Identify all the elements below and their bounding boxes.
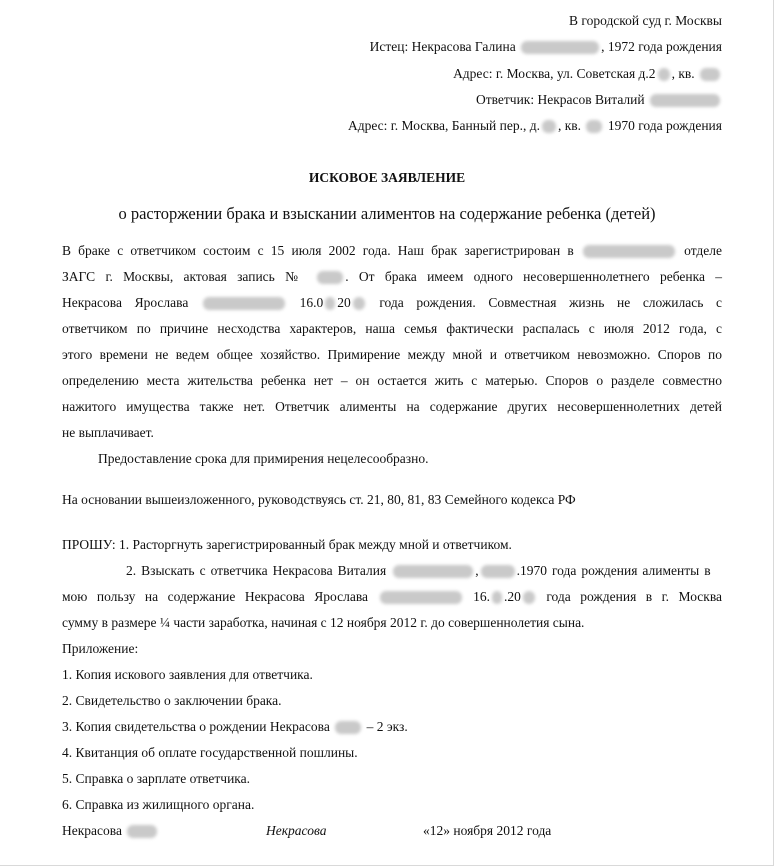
body-line: ответчиком по причине несходства характеров, наша семья фактически распалась с июля 2012 года, с bbox=[62, 321, 722, 336]
attachment-item bbox=[62, 719, 408, 735]
redacted-block bbox=[700, 68, 720, 81]
body-text: мою пользу на содержание Некрасова Ярослава bbox=[62, 589, 369, 604]
plaintiff-birth: , 1972 года рождения bbox=[601, 39, 722, 54]
defendant-name: Ответчик: Некрасов Виталий bbox=[475, 92, 645, 107]
redacted-block bbox=[335, 721, 361, 734]
defendant-address: Адрес: г. Москва, Банный пер., д. bbox=[347, 118, 540, 133]
redacted-block bbox=[542, 120, 556, 133]
attachment-text: – 2 экз. bbox=[366, 719, 408, 734]
attachment-item: 2. Свидетельство о заключении брака. bbox=[62, 693, 282, 708]
attachment-item: 5. Справка о зарплате ответчика. bbox=[62, 771, 251, 786]
defendant-address-apt: , кв. bbox=[558, 118, 582, 133]
body-line bbox=[62, 269, 722, 285]
body-text: 20 bbox=[337, 295, 351, 310]
body-text: 2. Взыскать с ответчика Некрасова Виталия bbox=[126, 563, 387, 578]
redacted-block bbox=[521, 41, 599, 54]
defendant-line bbox=[476, 92, 722, 108]
body-line: этого времени не ведем общее хозяйство. Примирение между мной и ответчиком невозможно. Споров по bbox=[62, 347, 722, 362]
defendant-address-line bbox=[348, 118, 722, 134]
signature-date: «12» ноября 2012 года bbox=[423, 823, 552, 838]
body-text: .20 bbox=[503, 589, 521, 604]
body-text: отделе bbox=[684, 243, 723, 258]
signature-name bbox=[62, 823, 159, 839]
body-line: нажитого имущества также нет. Ответчик алименты на содержание других несовершеннолетних детей bbox=[62, 399, 722, 414]
body-text: года рождения в г. Москва bbox=[546, 589, 723, 604]
attachments-heading: Приложение: bbox=[62, 641, 139, 656]
plaintiff-name: Истец: Некрасова Галина bbox=[369, 39, 516, 54]
body-line: не выплачивает. bbox=[62, 425, 154, 440]
body-text: ЗАГС г. Москвы, актовая запись № bbox=[62, 269, 305, 284]
attachment-item: 4. Квитанция об оплате государственной пошлины. bbox=[62, 745, 358, 760]
body-text: .1970 года рождения алименты в bbox=[516, 563, 711, 578]
request-2-line bbox=[62, 589, 722, 605]
body-line: На основании вышеизложенного, руководствуясь ст. 21, 80, 81, 83 Семейного кодекса РФ bbox=[62, 492, 576, 507]
body-text: 16. bbox=[473, 589, 490, 604]
plaintiff-line bbox=[370, 39, 722, 55]
redacted-block bbox=[203, 297, 285, 310]
court-line bbox=[569, 13, 722, 29]
request-2-line bbox=[126, 563, 722, 579]
body-text: 16.0 bbox=[299, 295, 324, 310]
plaintiff-address: Адрес: г. Москва, ул. Советская д.2 bbox=[453, 66, 656, 81]
defendant-birth: 1970 года рождения bbox=[607, 118, 722, 133]
request-2-line: сумму в размере ¼ части заработка, начиная с 12 ноября 2012 г. до совершеннолетия сына. bbox=[62, 615, 585, 630]
body-line bbox=[62, 295, 722, 311]
redacted-block bbox=[658, 68, 670, 81]
redacted-block bbox=[481, 565, 515, 578]
redacted-block bbox=[353, 297, 365, 310]
signature: Некрасова bbox=[266, 823, 327, 838]
body-text: года рождения. Совместная жизнь не сложилась с bbox=[379, 295, 722, 310]
redacted-block bbox=[380, 591, 462, 604]
redacted-block bbox=[127, 825, 157, 838]
signer-name: Некрасова bbox=[62, 823, 122, 838]
redacted-block bbox=[523, 591, 535, 604]
body-text: , bbox=[475, 563, 479, 578]
body-line: определению места жительства ребенка нет – он остается жить с матерью. Споров о разделе совместно bbox=[62, 373, 722, 388]
attachment-item: 6. Справка из жилищного органа. bbox=[62, 797, 255, 812]
redacted-block bbox=[583, 245, 675, 258]
redacted-block bbox=[650, 94, 720, 107]
plaintiff-address-apt: , кв. bbox=[671, 66, 695, 81]
plaintiff-address-line bbox=[453, 66, 722, 82]
body-text: Некрасова Ярослава bbox=[62, 295, 189, 310]
redacted-block bbox=[586, 120, 602, 133]
attachment-text: 3. Копия свидетельства о рождении Некрасова bbox=[62, 719, 330, 734]
redacted-block bbox=[492, 591, 502, 604]
document-subtitle: о расторжении брака и взыскании алиментов на содержание ребенка (детей) bbox=[118, 204, 656, 223]
redacted-block bbox=[317, 271, 343, 284]
attachment-item: 1. Копия искового заявления для ответчика. bbox=[62, 667, 313, 682]
body-text: . От брака имеем одного несовершеннолетнего ребенка – bbox=[345, 269, 722, 284]
document-title: ИСКОВОЕ ЗАЯВЛЕНИЕ bbox=[308, 170, 466, 185]
court-name: В городской суд г. Москвы bbox=[569, 13, 722, 28]
body-text: В браке с ответчиком состоим с 15 июля 2002 года. Наш брак зарегистрирован в bbox=[62, 243, 574, 258]
redacted-block bbox=[325, 297, 335, 310]
body-line: Предоставление срока для примирения нецелесообразно. bbox=[98, 451, 429, 466]
body-line bbox=[62, 243, 722, 259]
request-1: ПРОШУ: 1. Расторгнуть зарегистрированный брак между мной и ответчиком. bbox=[62, 537, 512, 552]
redacted-block bbox=[393, 565, 473, 578]
